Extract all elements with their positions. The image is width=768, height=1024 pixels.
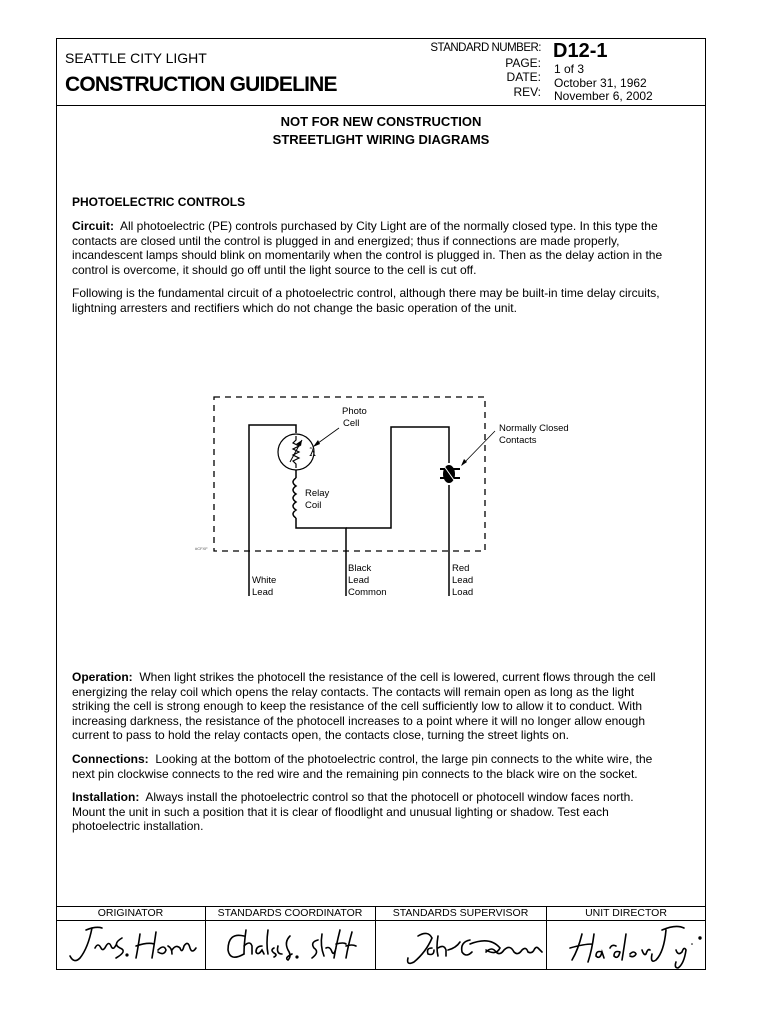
document-type: CONSTRUCTION GUIDELINE	[65, 73, 337, 96]
date-value: October 31, 1962	[554, 75, 647, 90]
connections-line-1: Looking at the bottom of the photoelectric control, the large pin connects to the white wire, the	[155, 752, 653, 766]
standard-number-label: STANDARD NUMBER:	[430, 42, 541, 54]
white-lead-label-2: Lead	[252, 587, 274, 598]
title-line-1: NOT FOR NEW CONSTRUCTION	[280, 114, 482, 129]
operation-line-3: striking the cell is strong enough to keep the resistance of the cell sufficiently low to allow it to conduct. With	[72, 699, 643, 713]
standards-coordinator-header: STANDARDS COORDINATOR	[217, 907, 363, 919]
circuit-label: Circuit:	[72, 219, 114, 233]
operation-line-4: increasing darkness, the resistance of the photocell increases to a point where it will no longer allow enough	[72, 713, 645, 728]
operation-line-5: current to pass to hold the relay contacts open, the contacts close, turning the street lights on.	[72, 728, 569, 742]
circuit-line-4: control is overcome, it should go off until the light source to the cell is cut off.	[72, 262, 477, 277]
standard-number: D12-1	[553, 40, 608, 62]
page-value: 1 of 3	[554, 62, 585, 76]
operation-label: Operation:	[72, 670, 133, 684]
section-heading: PHOTOELECTRIC CONTROLS	[72, 195, 246, 209]
red-lead-label-1: Red	[452, 563, 470, 574]
unit-director-signature	[570, 926, 701, 968]
installation-line-3: photoelectric installation.	[72, 819, 204, 833]
originator-header: ORIGINATOR	[97, 907, 164, 919]
black-lead-label-3: Common	[348, 587, 387, 598]
relay-coil-label-1: Relay	[305, 488, 330, 499]
standards-supervisor-header: STANDARDS SUPERVISOR	[392, 907, 529, 919]
standards-coordinator-signature	[228, 930, 356, 960]
photo-cell-label-1: Photo	[342, 406, 367, 417]
circuit-line-2: contacts are closed until the control is plugged in and energized; thus if connections are made properly,	[72, 233, 620, 248]
page-label: PAGE:	[505, 55, 541, 70]
contacts-label-1: Normally Closed	[499, 423, 569, 434]
operation-line-2: energizing the relay coil which opens the relay contacts. The contacts will remain open as long as the light	[72, 684, 635, 699]
originator-signature	[70, 927, 196, 960]
red-lead-label-3: Load	[452, 587, 474, 598]
connections-line-2: next pin clockwise connects to the red wire and the remaining pin connects to the black wire on the socket.	[72, 766, 638, 781]
unit-director-header: UNIT DIRECTOR	[585, 907, 667, 919]
photo-cell-label-2: Cell	[343, 418, 360, 429]
black-lead-label-1: Black	[348, 563, 372, 574]
fundamental-line-1: Following is the fundamental circuit of a photoelectric control, although there may be built-in time delay circuits,	[72, 286, 660, 300]
installation-line-1: Always install the photoelectric control so that the photocell or photocell window faces north.	[145, 790, 634, 804]
organization-name: SEATTLE CITY LIGHT	[65, 50, 207, 66]
drawing-id: #CFXF	[195, 546, 208, 551]
title-line-2: STREETLIGHT WIRING DIAGRAMS	[272, 132, 490, 147]
black-lead-label-2: Lead	[348, 575, 370, 586]
circuit-line-1: All photoelectric (PE) controls purchased by City Light are of the normally closed type. In this type the	[120, 219, 658, 233]
fundamental-line-2: lightning arresters and rectifiers which do not change the basic operation of the unit.	[72, 300, 517, 315]
installation-line-2: Mount the unit in such a position that it is clear of floodlight and unusual lighting or shadow. Test each	[72, 804, 609, 819]
standards-supervisor-signature	[408, 933, 542, 963]
date-label: DATE:	[506, 70, 541, 84]
connections-label: Connections:	[72, 752, 149, 766]
rev-label: REV:	[513, 84, 541, 99]
white-lead-label-1: White	[252, 575, 277, 586]
operation-line-1: When light strikes the photocell the resistance of the cell is lowered, current flows through the cell	[139, 670, 656, 684]
circuit-line-3: incandescent lamps should blink on momentarily when the control is plugged in. Then as the delay action in the	[72, 248, 663, 262]
contacts-label-2: Contacts	[499, 435, 537, 446]
installation-label: Installation:	[72, 790, 140, 804]
relay-coil-label-2: Coil	[305, 500, 322, 511]
rev-value: November 6, 2002	[554, 89, 653, 103]
red-lead-label-2: Lead	[452, 575, 474, 586]
lambda-symbol: λ	[309, 446, 316, 459]
